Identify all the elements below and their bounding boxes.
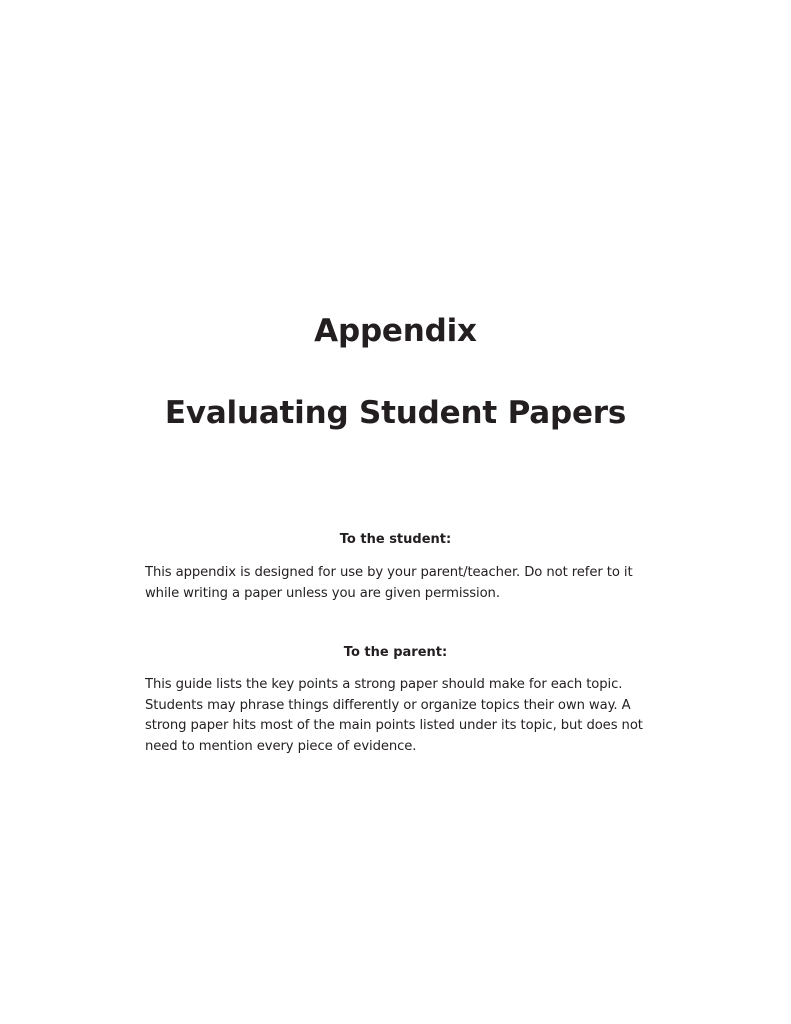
student-section-heading: To the student:	[339, 532, 452, 547]
paragraph-line: Students may phrase things differently or organize topics their own way. A	[145, 697, 631, 713]
page-title: Appendix	[314, 313, 477, 349]
paragraph-line: need to mention every piece of evidence.	[145, 738, 417, 754]
student-section-paragraph	[145, 563, 645, 604]
page-subtitle: Evaluating Student Papers	[164, 395, 627, 431]
parent-section-paragraph	[145, 675, 645, 757]
paragraph-line: This guide lists the key points a strong paper should make for each topic.	[145, 677, 623, 692]
parent-section-heading: To the parent:	[343, 645, 448, 660]
paragraph-line: This appendix is designed for use by your parent/teacher. Do not refer to it	[145, 565, 633, 580]
paragraph-line: while writing a paper unless you are given permission.	[145, 585, 500, 601]
paragraph-line: strong paper hits most of the main points listed under its topic, but does not	[145, 718, 643, 733]
